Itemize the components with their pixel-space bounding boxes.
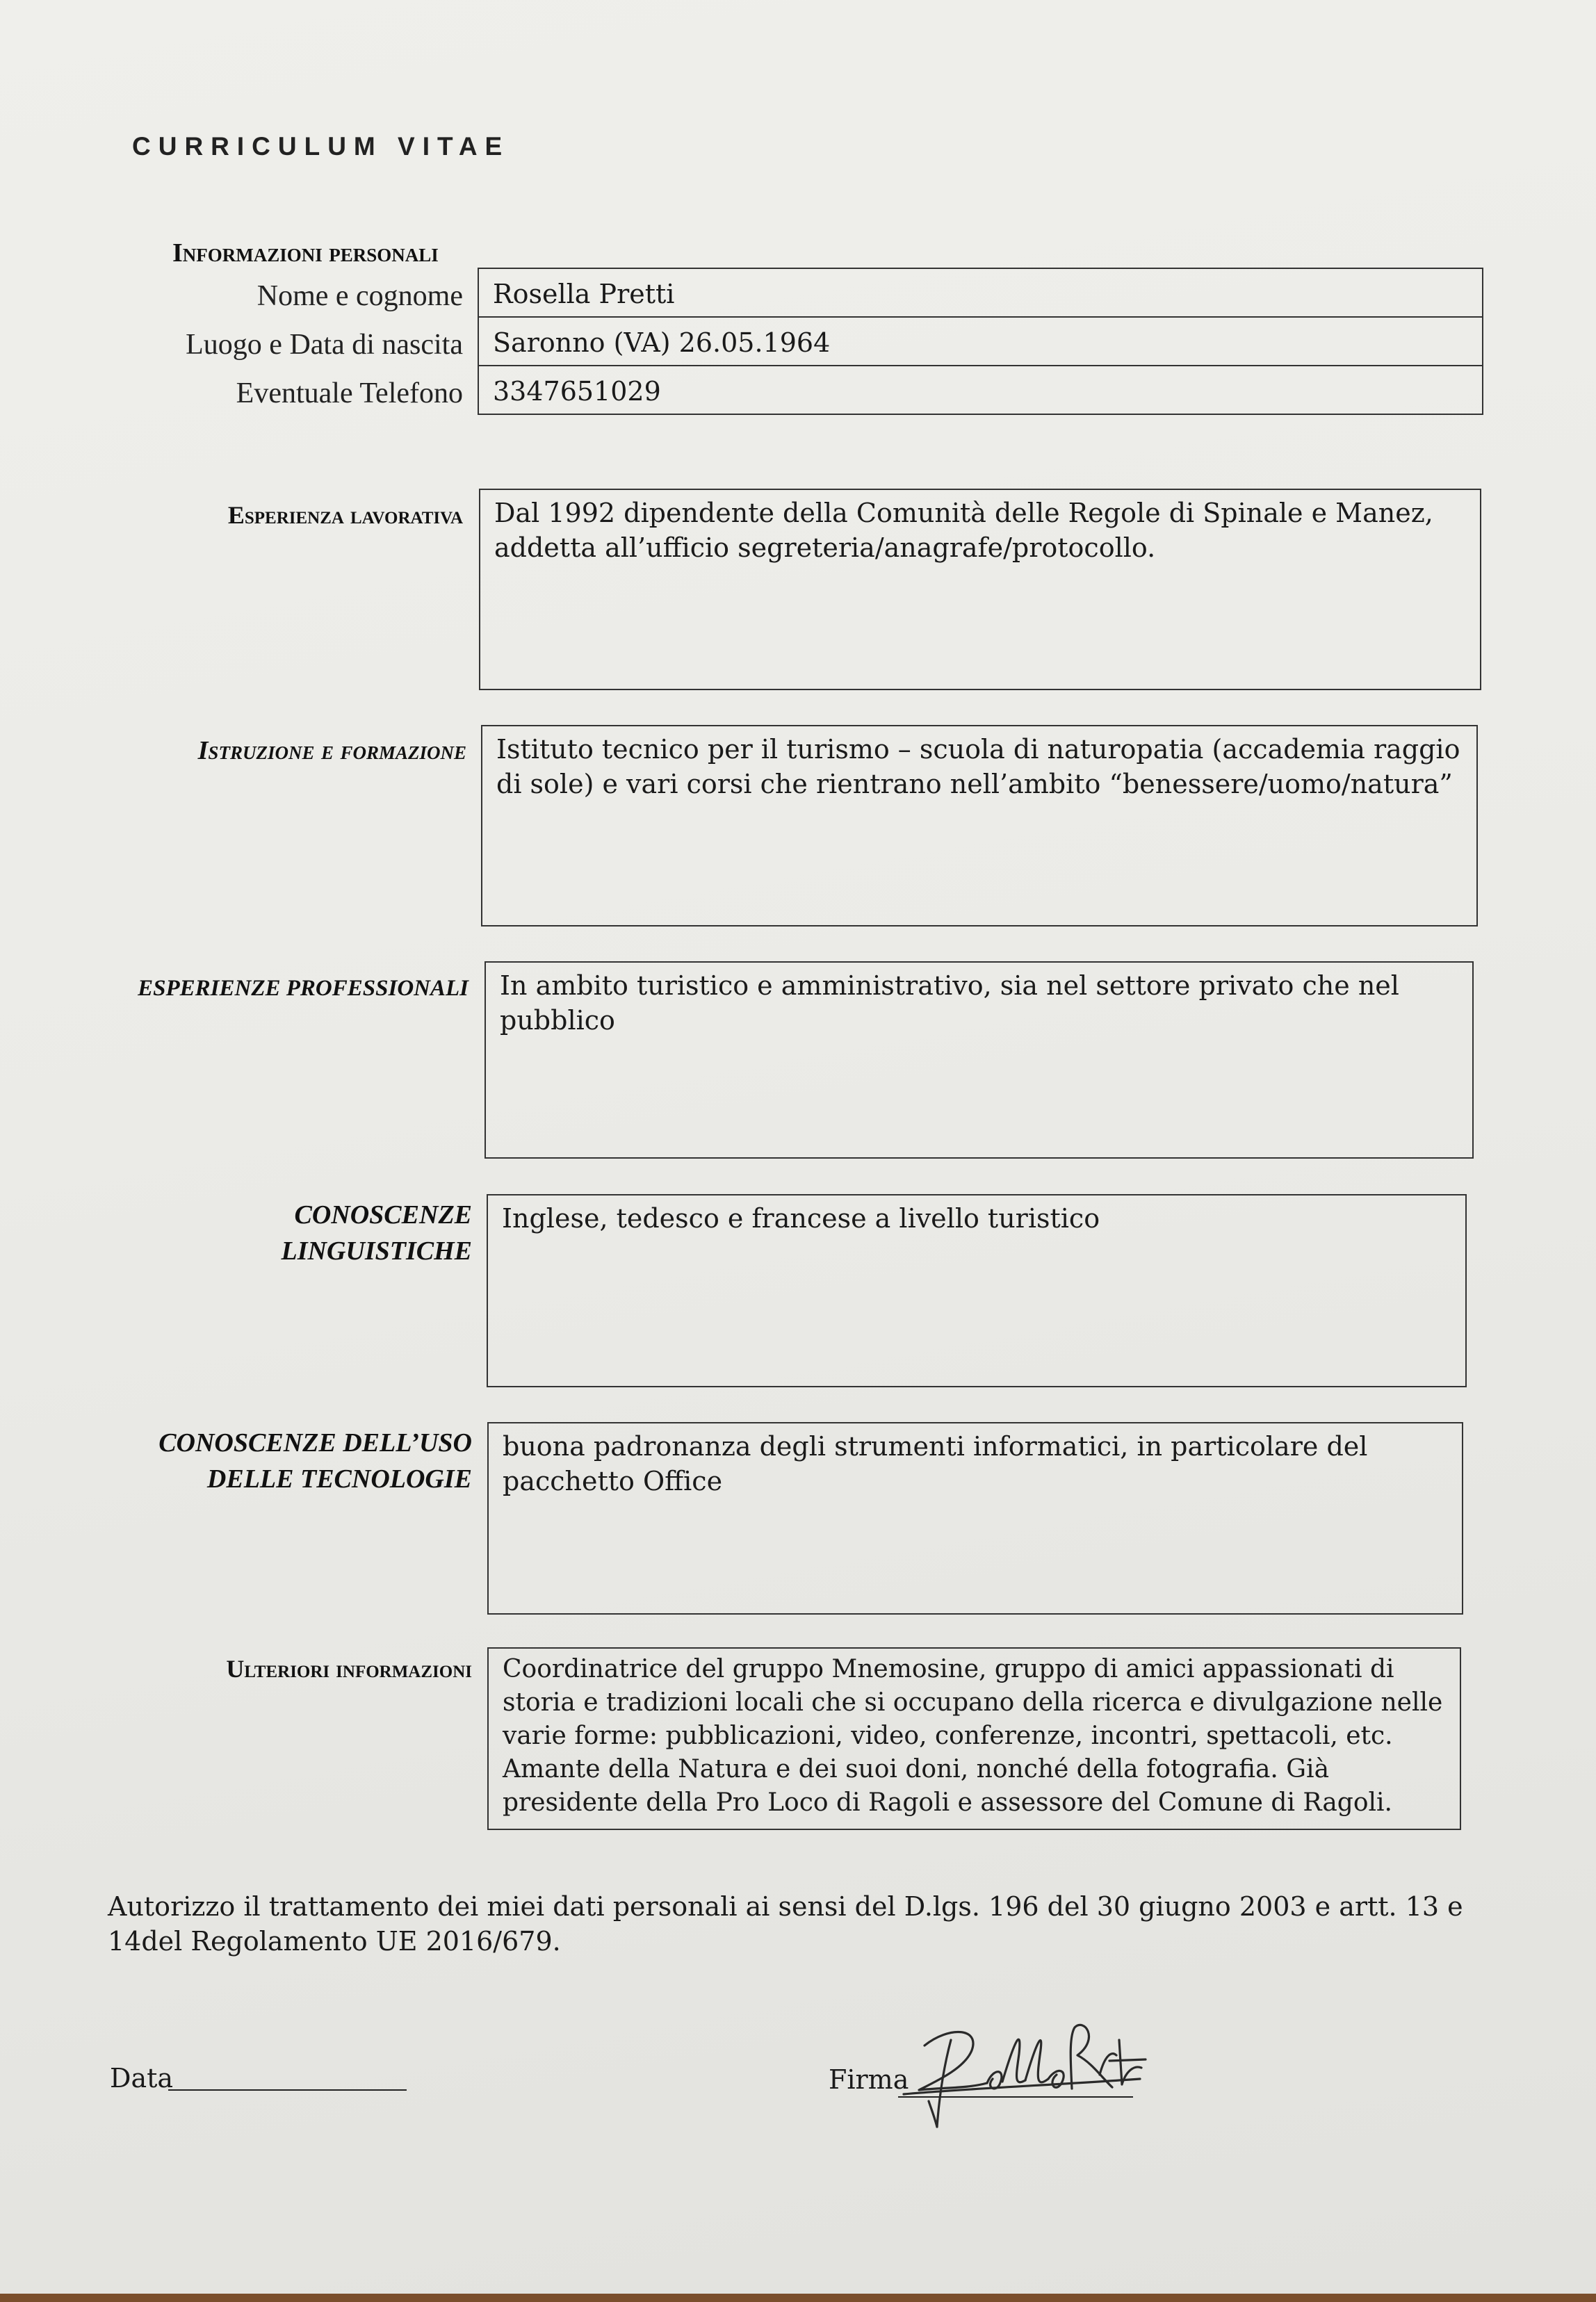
label-work-experience: Esperienza lavorativa [227,501,463,529]
consent-text: Autorizzo il trattamento dei miei dati personali ai sensi del D.lgs. 196 del 30 giugno 2003 e artt. 13 e 14del Regolamento UE 2016/679. [108,1891,1463,1957]
label-birth: Luogo e Data di nascita [186,329,463,361]
table-edge [0,2294,1596,2302]
label-languages [282,1197,473,1269]
field-birth[interactable]: Saronno (VA) 26.05.1964 [478,316,1483,366]
field-phone[interactable]: 3347651029 [478,365,1483,415]
field-languages[interactable]: Inglese, tedesco e francese a livello turistico [487,1194,1467,1387]
label-technology-line-1: CONOSCENZE DELL’USO [158,1428,472,1458]
field-education[interactable]: Istituto tecnico per il turismo – scuola di naturopatia (accademia raggio di sole) e vari corsi che rientrano nell’ambito “benessere/uomo/natura” [481,725,1478,926]
label-languages-line-1: CONOSCENZE [294,1200,472,1230]
handwritten-signature [883,2012,1147,2137]
field-name[interactable]: Rosella Pretti [478,268,1483,318]
field-further-info[interactable]: Coordinatrice del gruppo Mnemosine, gruppo di amici appassionati di storia e tradizioni locali che si occupano della ricerca e divulgazione nelle varie forme: pubblicazioni, video, conferenze, incontri, spettacoli, etc. Amante della Natura e dei suoi doni, nonché della fotografia. Già presidente della Pro Loco di Ragoli e assessore del Comune di Ragoli. [487,1647,1461,1830]
field-work-experience[interactable]: Dal 1992 dipendente della Comunità delle Regole di Spinale e Manez, addetta all’ufficio segreteria/anagrafe/protocollo. [479,489,1481,690]
label-education: Istruzione e formazione [197,736,466,765]
date-label: Data [110,2063,174,2093]
label-languages-line-2: LINGUISTICHE [281,1236,472,1266]
field-professional-experience[interactable]: In ambito turistico e amministrativo, sia nel settore privato che nel pubblico [484,961,1474,1159]
label-further-info: Ulteriori informazioni [226,1655,472,1683]
label-phone: Eventuale Telefono [236,377,463,409]
document-title: CURRICULUM VITAE [132,132,510,161]
field-technology[interactable]: buona padronanza degli strumenti informatici, in particolare del pacchetto Office [487,1422,1463,1615]
label-technology-line-2: DELLE TECNOLOGIE [206,1464,472,1494]
personal-info-heading: Informazioni personali [172,238,439,268]
signature-label: Firma [829,2064,909,2095]
label-name: Nome e cognome [256,280,463,312]
label-professional-experience: ESPERIENZE PROFESSIONALI [138,976,469,1001]
date-line[interactable] [168,2073,407,2091]
label-technology [158,1425,472,1497]
